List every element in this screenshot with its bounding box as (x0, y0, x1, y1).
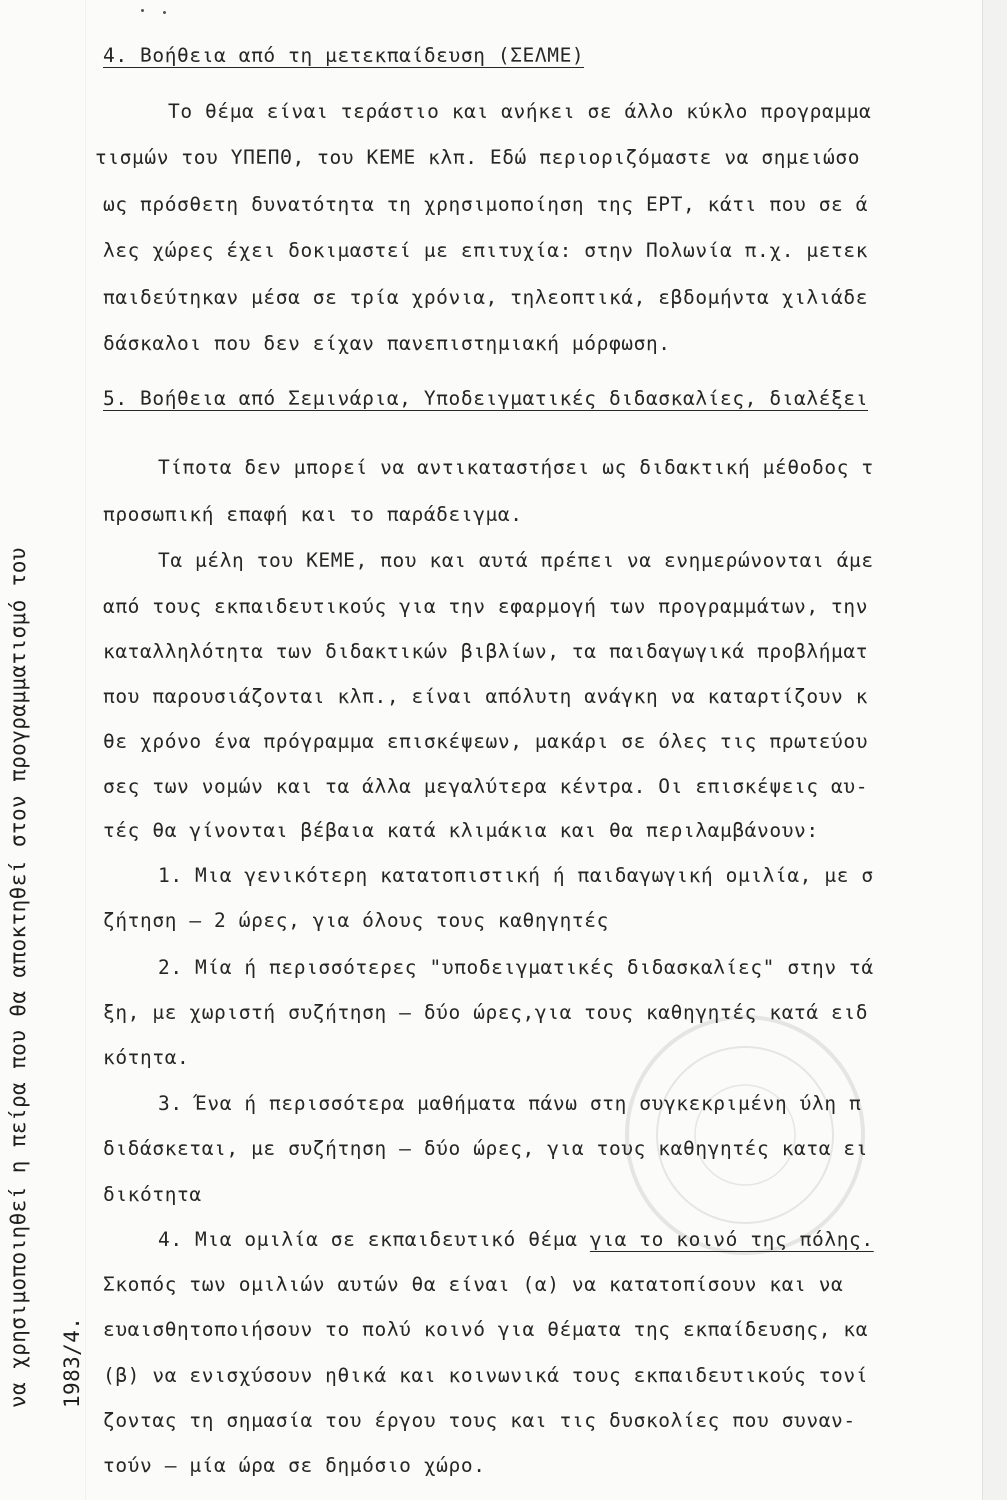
text-line: τισμών του ΥΠΕΠΘ, του ΚΕΜΕ κλπ. Εδώ περιοριζόμαστε να σημειώσο (95, 146, 861, 169)
text-line: ξη, με χωριστή συζήτηση — δύο ώρες,για τους καθηγητές κατά ειδ (103, 1001, 869, 1024)
text-line: από τους εκπαιδευτικούς για την εφαρμογή των προγραμμάτων, την (103, 595, 869, 618)
text-line: Το θέμα είναι τεράστιο και ανήκει σε άλλο κύκλο προγραμμα (168, 100, 872, 123)
text-line: διδάσκεται, με συζήτηση — δύο ώρες, για τους καθηγητές κατα ει (103, 1137, 869, 1160)
text-line: προσωπική επαφή και το παράδειγμα. (103, 503, 523, 526)
text-line: (β) να ενισχύσουν ηθικά και κοινωνικά τους εκπαιδευτικούς τονί (103, 1364, 869, 1387)
text-line: τούν — μία ώρα σε δημόσιο χώρο. (103, 1454, 486, 1477)
text-line: Τα μέλη του ΚΕΜΕ, που και αυτά πρέπει να ενημερώνονται άμε (158, 549, 874, 572)
text-line: σες των νομών και τα άλλα μεγαλύτερα κέντρα. Οι επισκέψεις αυ- (103, 775, 869, 798)
text-line: ζοντας τη σημασία του έργου τους και τις δυσκολίες που συναν- (103, 1409, 856, 1432)
text-line: δικότητα (103, 1183, 202, 1206)
text-line: ως πρόσθετη δυνατότητα τη χρησιμοποίηση της ΕΡΤ, κάτι που σε ά (103, 193, 869, 216)
text-line: λες χώρες έχει δοκιμαστεί με επιτυχία: στην Πολωνία π.χ. μετεκ (103, 239, 869, 262)
list-item-2: 2. Μία ή περισσότερες "υποδειγματικές διδασκαλίες" στην τά (158, 956, 874, 979)
text-line: παιδεύτηκαν μέσα σε τρία χρόνια, τηλεοπτικά, εβδομήντα χιλιάδε (103, 286, 869, 309)
text-line: δάσκαλοι που δεν είχαν πανεπιστημιακή μόρφωση. (103, 332, 671, 355)
text-line: θε χρόνο ένα πρόγραμμα επισκέψεων, μακάρι σε όλες τις πρωτεύου (103, 730, 869, 753)
list-item-4 (158, 1225, 874, 1255)
text-line: ευαισθητοποιήσουν το πολύ κοινό για θέματα της εκπαίδευσης, κα (103, 1318, 869, 1341)
margin-note: να χρησιμοποιηθεί η πείρα που θα αποκτηθεί στον προγραμματισμό του (6, 547, 30, 1408)
margin-note-date: 1983/4. (60, 1316, 84, 1408)
list-item-3: 3. Ένα ή περισσότερα μαθήματα πάνω στη συγκεκριμένη ύλη π (158, 1092, 862, 1115)
list-item-1: 1. Μια γενικότερη κατατοπιστική ή παιδαγωγική ομιλία, με σ (158, 864, 874, 887)
text-line: Τίποτα δεν μπορεί να αντικαταστήσει ως διδακτική μέθοδος τ (158, 456, 874, 479)
text-line: τές θα γίνονται βέβαια κατά κλιμάκια και θα περιλαμβάνουν: (103, 819, 819, 842)
list-item-4-text: 4. Μια ομιλία σε εκπαιδευτικό θέμα (158, 1228, 590, 1251)
text-line: Σκοπός των ομιλιών αυτών θα είναι (α) να κατατοπίσουν και να (103, 1273, 844, 1296)
section-heading-5: 5. Βοήθεια από Σεμινάρια, Υποδειγματικές διδασκαλίες, διαλέξει (103, 387, 869, 410)
section-heading-4: 4. Βοήθεια από τη μετεκπαίδευση (ΣΕΛΜΕ) (103, 44, 585, 67)
text-line: καταλληλότητα των διδακτικών βιβλίων, τα παιδαγωγικά προβλήματ (103, 640, 869, 663)
text-line: κότητα. (103, 1046, 190, 1069)
text-line: που παρουσιάζονται κλπ., είναι απόλυτη ανάγκη να καταρτίζουν κ (103, 685, 869, 708)
text-line: ζήτηση — 2 ώρες, για όλους τους καθηγητές (103, 909, 609, 932)
list-item-4-underlined: για το κοινό της πόλης. (589, 1228, 874, 1251)
